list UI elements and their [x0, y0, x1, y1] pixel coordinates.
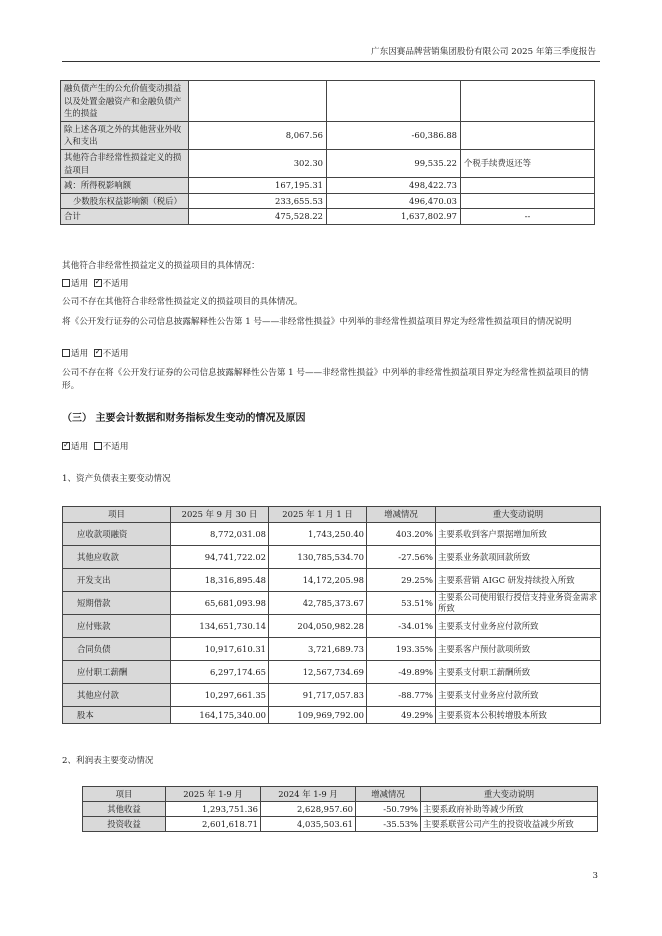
option-applicable: 适用 [71, 349, 89, 359]
prior-ytd-value: 4,035,503.61 [261, 817, 356, 832]
note-cell [461, 81, 595, 122]
change-explanation: 主要系资本公积转增股本所致 [436, 707, 601, 724]
period-end-value: 8,772,031.08 [171, 523, 269, 546]
table-row [61, 193, 595, 209]
period-end-value: 65,681,093.98 [171, 592, 269, 615]
change-percent: -50.79% [356, 802, 421, 817]
subheading: 1、资产负债表主要变动情况 [62, 474, 171, 484]
column-header: 增减情况 [367, 507, 436, 523]
option-not-applicable: 不适用 [102, 279, 129, 289]
period-start-value: 12,567,734.69 [269, 661, 367, 684]
paragraph: 公司不存在其他符合非经常性损益定义的损益项目的具体情况。 [62, 297, 303, 307]
current-period-value: 233,655.53 [189, 193, 327, 209]
period-start-value: 204,050,982.28 [269, 615, 367, 638]
change-explanation: 主要系政府补助等减少所致 [421, 802, 598, 817]
table-row [63, 592, 601, 615]
column-header: 重大变动说明 [436, 507, 601, 523]
checkbox-icon [62, 349, 70, 357]
change-percent: 403.20% [367, 523, 436, 546]
change-percent: -35.53% [356, 817, 421, 832]
table-row [61, 121, 595, 149]
row-label: 其他符合非经常性损益定义的损益项目 [61, 149, 189, 177]
table-row [63, 684, 601, 707]
checkbox-icon [62, 279, 70, 287]
applicability-choice [62, 348, 602, 361]
row-label: 少数股东权益影响额（税后） [61, 193, 189, 209]
change-explanation: 主要系联营公司产生的投资收益减少所致 [421, 817, 598, 832]
item-name: 合同负债 [63, 638, 171, 661]
period-start-value: 42,785,373.67 [269, 592, 367, 615]
paragraph: 将《公开发行证券的公司信息披露解释性公告第 1 号——非经常性损益》中列举的非经常性损益项目界定为经常性损益项目的情况说明 [62, 317, 572, 327]
note-cell: 个税手续费返还等 [461, 149, 595, 177]
table-row [61, 149, 595, 177]
ytd-value: 496,470.03 [327, 193, 461, 209]
option-applicable: 适用 [71, 279, 89, 289]
total-row [61, 209, 595, 225]
item-name: 其他应付款 [63, 684, 171, 707]
table-header-row [83, 787, 598, 802]
change-percent: 29.25% [367, 569, 436, 592]
income-statement-changes-table [82, 786, 598, 832]
current-ytd-value: 2,601,618.71 [166, 817, 261, 832]
change-explanation: 主要系客户预付款项所致 [436, 638, 601, 661]
item-name: 其他收益 [83, 802, 166, 817]
ytd-value [327, 81, 461, 122]
table-row [63, 661, 601, 684]
change-explanation: 主要系支付业务应付款所致 [436, 684, 601, 707]
paragraph: 其他符合非经常性损益定义的损益项目的具体情况： [62, 261, 260, 271]
change-explanation: 主要系支付业务应付款所致 [436, 615, 601, 638]
note-cell [461, 121, 595, 149]
change-explanation: 主要系收到客户票据增加所致 [436, 523, 601, 546]
period-end-value: 10,297,661.35 [171, 684, 269, 707]
ytd-value: 498,422.73 [327, 178, 461, 194]
current-period-value: 8,067.56 [189, 121, 327, 149]
option-not-applicable: 不适用 [102, 442, 129, 452]
period-end-value: 164,175,340.00 [171, 707, 269, 724]
period-end-value: 10,917,610.31 [171, 638, 269, 661]
table-row [63, 523, 601, 546]
item-name: 开发支出 [63, 569, 171, 592]
period-start-value: 130,785,534.70 [269, 546, 367, 569]
period-start-value: 3,721,689.73 [269, 638, 367, 661]
table-row [63, 615, 601, 638]
table-row [63, 638, 601, 661]
change-explanation: 主要系业务款项回款所致 [436, 546, 601, 569]
period-start-value: 14,172,205.98 [269, 569, 367, 592]
checkbox-icon [94, 442, 102, 450]
change-percent: -34.01% [367, 615, 436, 638]
option-applicable: 适用 [71, 442, 89, 452]
table-row [83, 802, 598, 817]
item-name: 应付职工薪酬 [63, 661, 171, 684]
row-label: 除上述各项之外的其他营业外收入和支出 [61, 121, 189, 149]
column-header: 项目 [83, 787, 166, 802]
table-row [61, 178, 595, 194]
change-explanation: 主要系支付职工薪酬所致 [436, 661, 601, 684]
row-label: 融负债产生的公允价值变动损益以及处置金融资产和金融负债产生的损益 [61, 81, 189, 122]
table-row [63, 569, 601, 592]
page-number: 3 [592, 871, 598, 881]
item-name: 短期借款 [63, 592, 171, 615]
report-header: 广东因赛品牌营销集团股份有限公司 2025 年第三季度报告 [371, 47, 596, 57]
prior-ytd-value: 2,628,957.60 [261, 802, 356, 817]
column-header: 增减情况 [356, 787, 421, 802]
checkbox-checked-icon [94, 349, 102, 357]
change-explanation: 主要系营销 AIGC 研发持续投入所致 [436, 569, 601, 592]
note-cell [461, 193, 595, 209]
item-name: 投资收益 [83, 817, 166, 832]
applicability-choice [62, 278, 602, 291]
table-row [61, 81, 595, 122]
current-period-value: 167,195.31 [189, 178, 327, 194]
period-start-value: 91,717,057.83 [269, 684, 367, 707]
table-row [63, 546, 601, 569]
checkbox-checked-icon [94, 279, 102, 287]
row-label: 合计 [61, 209, 189, 225]
column-header: 重大变动说明 [421, 787, 598, 802]
change-percent: -88.77% [367, 684, 436, 707]
period-end-value: 18,316,895.48 [171, 569, 269, 592]
item-name: 应付账款 [63, 615, 171, 638]
header-divider [62, 61, 600, 62]
table-row [63, 707, 601, 724]
non-recurring-items-table [60, 80, 595, 225]
table-header-row [63, 507, 601, 523]
period-end-value: 94,741,722.02 [171, 546, 269, 569]
current-period-value [189, 81, 327, 122]
subheading: 2、利润表主要变动情况 [62, 756, 154, 766]
option-not-applicable: 不适用 [102, 349, 129, 359]
ytd-value: 99,535.22 [327, 149, 461, 177]
row-label: 减：所得税影响额 [61, 178, 189, 194]
checkbox-checked-icon [62, 442, 70, 450]
ytd-value: -60,386.88 [327, 121, 461, 149]
column-header: 2025 年 9 月 30 日 [171, 507, 269, 523]
period-start-value: 1,743,250.40 [269, 523, 367, 546]
applicability-choice [62, 441, 602, 454]
item-name: 其他应收款 [63, 546, 171, 569]
table-row [83, 817, 598, 832]
change-percent: -27.56% [367, 546, 436, 569]
period-end-value: 6,297,174.65 [171, 661, 269, 684]
paragraph: 公司不存在将《公开发行证券的公司信息披露解释性公告第 1 号——非经常性损益》中列举的非经常性损益项目界定为经常性损益项目的情形。 [62, 368, 589, 391]
item-name: 股本 [63, 707, 171, 724]
current-ytd-value: 1,293,751.36 [166, 802, 261, 817]
note-cell [461, 178, 595, 194]
change-percent: 53.51% [367, 592, 436, 615]
period-end-value: 134,651,730.14 [171, 615, 269, 638]
column-header: 2024 年 1-9 月 [261, 787, 356, 802]
change-percent: -49.89% [367, 661, 436, 684]
current-period-value: 475,528.22 [189, 209, 327, 225]
column-header: 项目 [63, 507, 171, 523]
change-percent: 49.29% [367, 707, 436, 724]
period-start-value: 109,969,792.00 [269, 707, 367, 724]
column-header: 2025 年 1 月 1 日 [269, 507, 367, 523]
balance-sheet-changes-table [62, 506, 601, 724]
note-cell: -- [461, 209, 595, 225]
current-period-value: 302.30 [189, 149, 327, 177]
change-explanation: 主要系公司使用银行授信支持业务资金需求所致 [436, 592, 601, 615]
column-header: 2025 年 1-9 月 [166, 787, 261, 802]
item-name: 应收款项融资 [63, 523, 171, 546]
section-heading: （三） 主要会计数据和财务指标发生变动的情况及原因 [62, 413, 306, 424]
change-percent: 193.35% [367, 638, 436, 661]
ytd-value: 1,637,802.97 [327, 209, 461, 225]
